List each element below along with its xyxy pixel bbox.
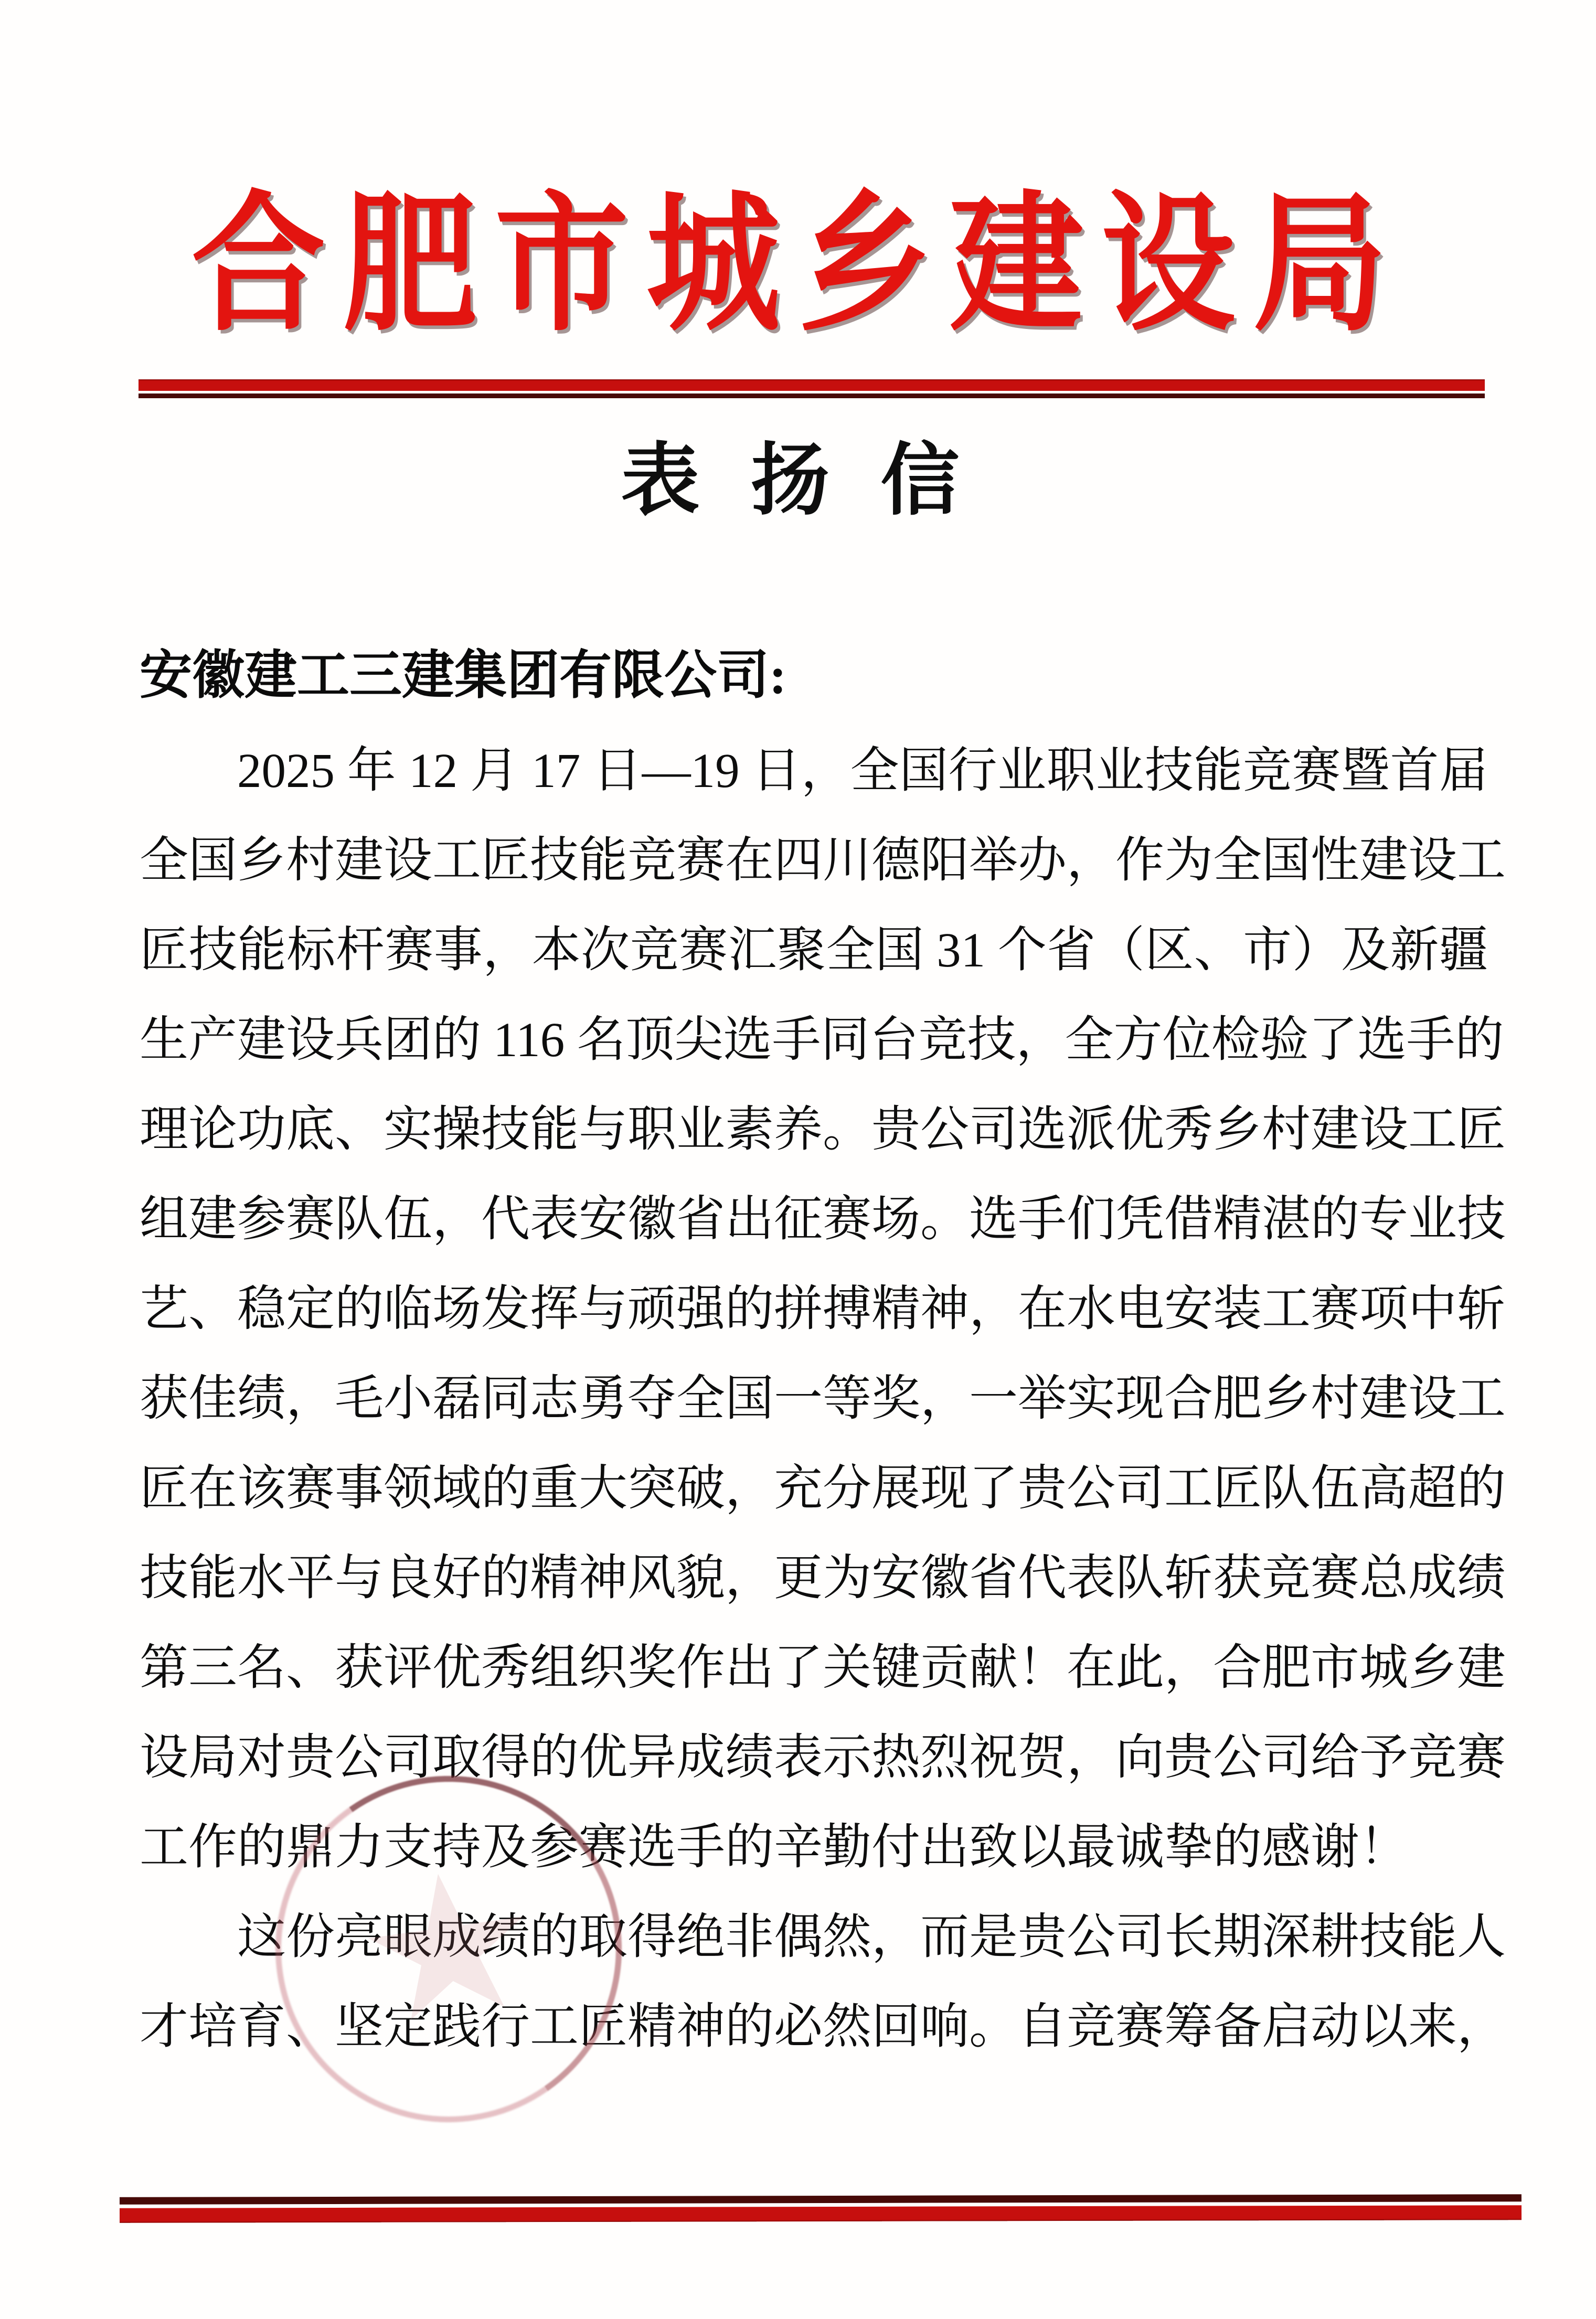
divider-thin-dark-bar [139,393,1485,398]
letter-body [140,726,1506,2072]
letterhead-divider [139,379,1485,398]
body-line: 才培育、坚定践行工匠精神的必然回响。自竞赛筹备启动以来， [140,2000,1506,2054]
body-line: 设局对贵公司取得的优异成绩表示热烈祝贺，向贵公司给予竞赛 [140,1731,1506,1785]
body-line: 艺、稳定的临场发挥与顽强的拼搏精神，在水电安装工赛项中斩 [140,1282,1506,1336]
body-line: 理论功底、实操技能与职业素养。贵公司选派优秀乡村建设工匠 [140,1103,1506,1157]
letter-title: 表 扬 信 [621,438,975,525]
body-line: 生产建设兵团的 116 名顶尖选手同台竞技，全方位检验了选手的 [140,1013,1504,1067]
footer-divider [120,2194,1521,2223]
body-line: 技能水平与良好的精神风貌，更为安徽省代表队斩获竞赛总成绩 [140,1551,1506,1605]
divider-thick-red-bar [139,379,1485,391]
body-line: 组建参赛队伍，代表安徽省出征赛场。选手们凭借精湛的专业技 [140,1193,1506,1247]
letterhead-org-name: 合肥市城乡建设局 [191,183,1405,349]
body-line: 匠在该赛事领域的重大突破，充分展现了贵公司工匠队伍高超的 [140,1462,1506,1516]
paragraph-1 [140,726,1506,1892]
paragraph-2 [140,1892,1506,2072]
divider-thick-red-bar [120,2205,1521,2223]
body-line: 2025 年 12 月 17 日—19 日，全国行业职业技能竞赛暨首届 [237,744,1488,798]
body-line: 工作的鼎力支持及参赛选手的辛勤付出致以最诚挚的感谢！ [140,1821,1408,1875]
body-line: 匠技能标杆赛事，本次竞赛汇聚全国 31 个省（区、市）及新疆 [140,923,1488,977]
body-line: 第三名、获评优秀组织奖作出了关键贡献！在此，合肥市城乡建 [140,1641,1506,1695]
body-line: 这份亮眼成绩的取得绝非偶然，而是贵公司长期深耕技能人 [237,1910,1506,1964]
salutation: 安徽建工三建集团有限公司: [140,646,787,705]
body-line: 全国乡村建设工匠技能竞赛在四川德阳举办，作为全国性建设工 [140,834,1506,888]
body-line: 获佳绩，毛小磊同志勇夺全国一等奖，一举实现合肥乡村建设工 [140,1372,1506,1426]
